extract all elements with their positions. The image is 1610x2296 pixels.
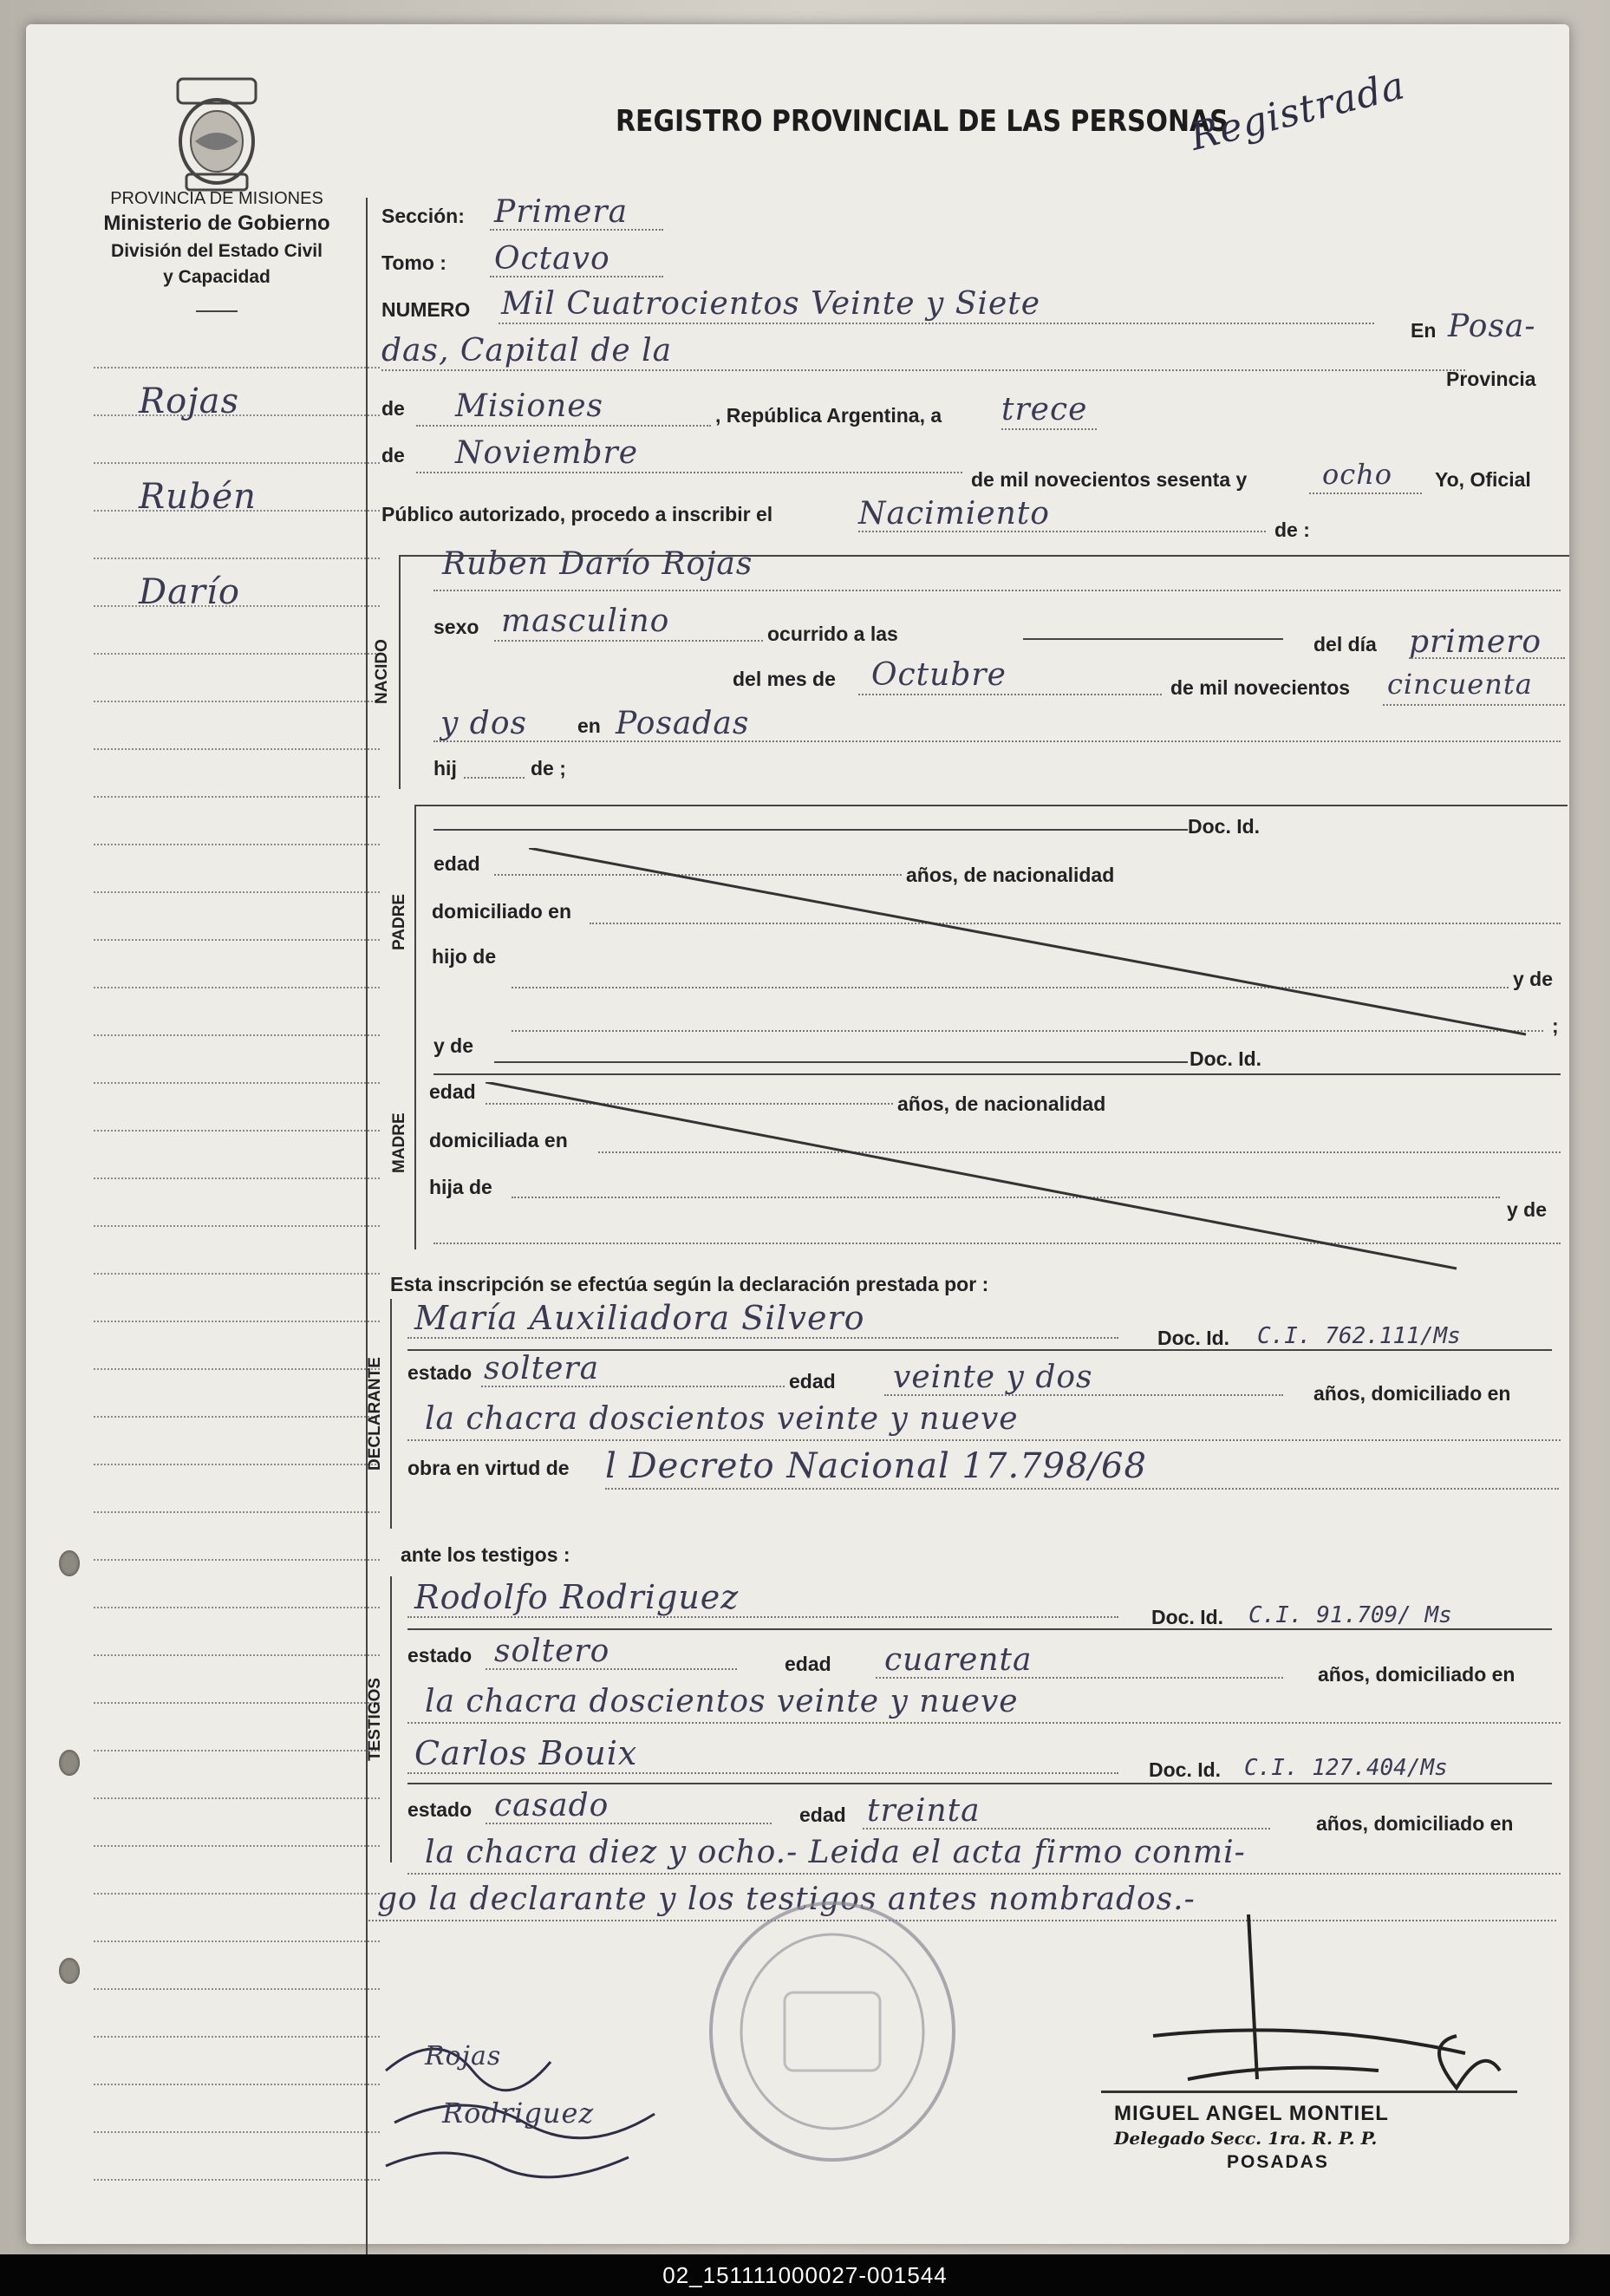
signature-rule [1101, 2091, 1517, 2093]
anio-nacimiento-2: y dos [440, 706, 527, 741]
seccion-label: Sección: [381, 205, 465, 227]
officer-role: Delegado Secc. 1ra. R. P. P. [1114, 2128, 1378, 2149]
section-label-declarante: DECLARANTE [366, 1357, 384, 1471]
hij-label: hij [433, 757, 457, 779]
division-label-2: y Capacidad [163, 267, 271, 287]
mes-label: del mes de [733, 668, 836, 690]
closing-line: go la declarante y los testigos antes nombrados.- [377, 1882, 1196, 1917]
coat-of-arms-icon [169, 72, 264, 193]
madre-hija-label: hija de [429, 1176, 492, 1198]
testigo1-nombre: Rodolfo Rodriguez [414, 1578, 740, 1616]
testigo2-edad: treinta [867, 1793, 981, 1829]
de-label-3: de : [1274, 519, 1310, 541]
declarante-edad-label: edad [789, 1370, 836, 1393]
image-id-footer: 02_151111000027-001544 [0, 2254, 1610, 2296]
lugar-nacimiento: Posadas [616, 706, 750, 741]
section-label-padre: PADRE [390, 893, 408, 950]
madre-dom-label: domiciliada en [429, 1129, 568, 1151]
official-signature-icon [1049, 1906, 1535, 2114]
signature-left-2: Rodriguez [442, 2097, 595, 2130]
mes-nacimiento: Octubre [871, 657, 1007, 693]
dia-label: del día [1313, 633, 1377, 656]
de-label-2: de [381, 444, 405, 466]
anio-nacimiento: cincuenta [1387, 668, 1533, 701]
testigo2-anios-label: años, domiciliado en [1316, 1812, 1514, 1835]
en-value: Posa- [1448, 309, 1536, 344]
place-line-2: das, Capital de la [381, 333, 673, 369]
madre-anios-label: años, de nacionalidad [897, 1093, 1106, 1115]
province-label: PROVINCIA DE MISIONES [110, 189, 323, 208]
provincia-label: Provincia [1446, 368, 1536, 390]
obra-label: obra en virtud de [407, 1457, 570, 1479]
margin-name-2: Darío [139, 572, 240, 612]
declarante-estado-label: estado [407, 1361, 473, 1384]
madre-yde2-label: y de [1507, 1198, 1548, 1221]
madre-strike [486, 1082, 1465, 1273]
numero-value: Mil Cuatrocientos Veinte y Siete [501, 286, 1041, 322]
declarante-anios-label: años, domiciliado en [1313, 1382, 1511, 1405]
declarante-doc: C.I. 762.111/Ms [1257, 1323, 1461, 1349]
ministry-label: Ministerio de Gobierno [103, 212, 330, 235]
frame-line [366, 198, 368, 2279]
testigos-intro: ante los testigos : [401, 1543, 570, 1566]
testigo2-estado-label: estado [407, 1798, 473, 1821]
seccion-value: Primera [494, 194, 629, 230]
binder-hole [59, 1750, 80, 1776]
padre-strike [529, 848, 1535, 1039]
sexo-value: masculino [501, 603, 670, 639]
acto-value: Nacimiento [858, 496, 1050, 532]
testigo1-edad-label: edad [785, 1653, 831, 1675]
madre-yde-label: y de [433, 1034, 474, 1057]
padre-edad-label: edad [433, 852, 480, 875]
padre-semicolon: ; [1552, 1014, 1559, 1037]
padre-dom-label: domiciliado en [432, 900, 572, 923]
testigo2-domicilio: la chacra diez y ocho.- Leida el acta firmo conmi- [425, 1835, 1246, 1870]
officer-city: POSADAS [1227, 2152, 1329, 2172]
margin-surname: Rojas [139, 382, 239, 421]
padre-doc-label: Doc. Id. [1188, 815, 1261, 838]
testigo2-estado: casado [494, 1788, 609, 1823]
testigo1-estado: soltero [494, 1634, 610, 1669]
testigo2-doc-label: Doc. Id. [1149, 1758, 1222, 1781]
dia-value: trece [1001, 392, 1088, 427]
division-label: División del Estado Civil [111, 241, 323, 261]
padre-yde-label: y de [1513, 968, 1554, 990]
madre-doc-label: Doc. Id. [1190, 1047, 1262, 1070]
document-page [26, 24, 1569, 2244]
declarante-estado: soltera [484, 1351, 600, 1386]
numero-label: NUMERO [381, 298, 471, 321]
de-label-1: de [381, 397, 405, 420]
registered-note: Registrada [1185, 63, 1410, 160]
official-seal-icon [702, 1897, 962, 2166]
declarante-doc-label: Doc. Id. [1157, 1327, 1230, 1349]
obra-value: l Decreto Nacional 17.798/68 [605, 1446, 1147, 1486]
anio-label: de mil novecientos sesenta y [971, 468, 1248, 491]
section-label-madre: MADRE [390, 1112, 408, 1174]
publico-label: Público autorizado, procedo a inscribir el [381, 503, 773, 525]
de-hij-label: de ; [531, 757, 566, 779]
section-label-nacido: NACIDO [373, 639, 391, 705]
testigo1-domicilio: la chacra doscientos veinte y nueve [425, 1684, 1019, 1719]
en-label: En [1411, 319, 1437, 342]
republica-label: , República Argentina, a [715, 404, 942, 427]
binder-hole [59, 1958, 80, 1984]
mes-value: Noviembre [455, 435, 639, 471]
provincia-value: Misiones [455, 388, 604, 424]
tomo-value: Octavo [494, 241, 610, 277]
ocurrido-label: ocurrido a las [767, 623, 898, 645]
divider [196, 310, 238, 312]
declarante-domicilio: la chacra doscientos veinte y nueve [425, 1401, 1019, 1437]
dia-nacimiento: primero [1409, 624, 1542, 660]
madre-edad-label: edad [429, 1080, 476, 1103]
officer-name: MIGUEL ANGEL MONTIEL [1114, 2102, 1389, 2125]
tomo-label: Tomo : [381, 251, 446, 274]
testigo2-nombre: Carlos Bouix [414, 1734, 638, 1772]
declarante-edad: veinte y dos [893, 1360, 1093, 1395]
section-label-testigos: TESTIGOS [366, 1677, 384, 1762]
page-title: REGISTRO PROVINCIAL DE LAS PERSONAS [616, 104, 1229, 139]
testigo1-anios-label: años, domiciliado en [1318, 1663, 1515, 1686]
binder-hole [59, 1550, 80, 1576]
declaracion-intro: Esta inscripción se efectúa según la declaración prestada por : [390, 1273, 989, 1295]
yo-label: Yo, Oficial [1435, 468, 1531, 491]
declarante-nombre: María Auxiliadora Silvero [414, 1299, 865, 1337]
signature-left-1: Rojas [425, 2041, 502, 2071]
testigo1-edad: cuarenta [884, 1642, 1033, 1678]
padre-anios-label: años, de nacionalidad [906, 864, 1115, 886]
testigo1-doc-label: Doc. Id. [1151, 1606, 1224, 1628]
sexo-label: sexo [433, 616, 479, 638]
testigo1-estado-label: estado [407, 1644, 473, 1667]
margin-name-1: Rubén [139, 477, 257, 517]
testigo2-edad-label: edad [799, 1804, 846, 1826]
anio-value: ocho [1322, 458, 1393, 491]
testigo2-doc: C.I. 127.404/Ms [1244, 1755, 1448, 1781]
anio-nac-label: de mil novecientos [1170, 676, 1351, 699]
en-nac-label: en [577, 714, 601, 737]
nacido-nombre: Ruben Darío Rojas [442, 546, 753, 582]
testigo1-doc: C.I. 91.709/ Ms [1248, 1602, 1452, 1628]
padre-hijo-label: hijo de [432, 945, 497, 968]
